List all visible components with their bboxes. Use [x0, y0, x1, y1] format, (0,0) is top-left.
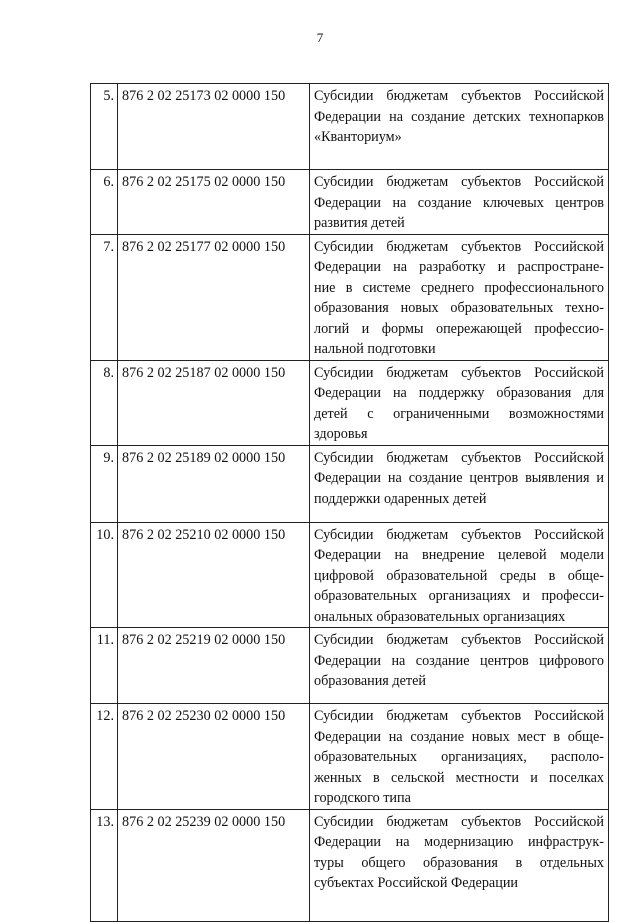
budget-code: 876 2 02 25239 02 0000 150 — [118, 809, 310, 921]
description-line: Субсидии бюджетам субъектов Российской — [314, 449, 604, 466]
budget-code: 876 2 02 25210 02 0000 150 — [118, 522, 310, 628]
subsidy-description — [310, 84, 609, 170]
budget-code: 876 2 02 25177 02 0000 150 — [118, 234, 310, 360]
table-row — [91, 360, 609, 445]
row-number: 8. — [91, 360, 118, 445]
description-line: Субсидии бюджетам субъектов Российской — [314, 813, 604, 830]
table-row — [91, 628, 609, 704]
subsidy-description — [310, 170, 609, 235]
description-line: образовательных организациях, располо- — [314, 749, 604, 765]
description-line: развития детей — [314, 215, 405, 231]
row-number: 6. — [91, 170, 118, 235]
description-line: Федерации на модернизацию инфраструк- — [314, 834, 604, 850]
description-line: детей с ограниченными возможностями — [314, 405, 604, 422]
description-line: образования детей — [314, 673, 426, 689]
description-line: логий и формы опережающей профессио- — [314, 320, 604, 337]
budget-codes-table — [90, 83, 609, 922]
table-row — [91, 522, 609, 628]
description-line: Федерации на разработку и распростране- — [314, 259, 604, 275]
description-line: Субсидии бюджетам субъектов Российской — [314, 708, 604, 724]
description-line: ональных образовательных организациях — [314, 608, 566, 625]
page-number: 7 — [316, 30, 324, 45]
subsidy-description — [310, 360, 609, 445]
description-line: Федерации на поддержку образования для — [314, 385, 604, 401]
subsidy-description — [310, 809, 609, 921]
table-row — [91, 170, 609, 235]
description-line: Субсидии бюджетам субъектов Российской — [314, 88, 604, 104]
row-number: 10. — [91, 522, 118, 628]
description-line: городского типа — [314, 790, 411, 806]
description-line: женных в сельской местности и поселках — [314, 769, 604, 786]
table-row — [91, 84, 609, 170]
subsidy-description — [310, 234, 609, 360]
description-line: образовательных организациях и професси- — [314, 588, 604, 604]
table-body — [91, 84, 609, 922]
description-line: Субсидии бюджетам субъектов Российской — [314, 364, 604, 381]
description-line: Субсидии бюджетам субъектов Российской — [314, 238, 604, 255]
description-line: туры общего образования в отдельных — [314, 854, 604, 871]
budget-code: 876 2 02 25173 02 0000 150 — [118, 84, 310, 170]
description-line: Федерации на создание новых мест в обще- — [314, 728, 604, 745]
budget-code: 876 2 02 25187 02 0000 150 — [118, 360, 310, 445]
row-number: 12. — [91, 704, 118, 810]
description-line: поддержки одаренных детей — [314, 490, 487, 507]
row-number: 11. — [91, 628, 118, 704]
description-line: субъектах Российской Федерации — [314, 875, 518, 891]
description-line: Федерации на создание центров цифрового — [314, 652, 604, 669]
budget-code: 876 2 02 25175 02 0000 150 — [118, 170, 310, 235]
table-row — [91, 234, 609, 360]
subsidy-description — [310, 522, 609, 628]
description-line: «Кванториум» — [314, 129, 402, 145]
table-row — [91, 809, 609, 921]
description-line: цифровой образовательной среды в обще- — [314, 567, 604, 584]
description-line: Федерации на создание детских технопарков — [314, 108, 604, 125]
table-row — [91, 445, 609, 522]
description-line: Федерации на создание ключевых центров — [314, 194, 604, 211]
row-number: 5. — [91, 84, 118, 170]
budget-code: 876 2 02 25230 02 0000 150 — [118, 704, 310, 810]
description-line: здоровья — [314, 426, 368, 442]
description-line: Федерации на создание центров выявления и — [314, 470, 604, 486]
row-number: 13. — [91, 809, 118, 921]
table-row — [91, 704, 609, 810]
description-line: образования новых образовательных техно- — [314, 300, 604, 316]
description-line: нальной подготовки — [314, 341, 436, 357]
budget-code: 876 2 02 25219 02 0000 150 — [118, 628, 310, 704]
subsidy-description — [310, 445, 609, 522]
budget-code: 876 2 02 25189 02 0000 150 — [118, 445, 310, 522]
description-line: Субсидии бюджетам субъектов Российской — [314, 174, 604, 190]
subsidy-description — [310, 704, 609, 810]
row-number: 9. — [91, 445, 118, 522]
description-line: ние в системе среднего профессионального — [314, 279, 604, 296]
description-line: Федерации на внедрение целевой модели — [314, 547, 604, 563]
description-line: Субсидии бюджетам субъектов Российской — [314, 632, 604, 648]
row-number: 7. — [91, 234, 118, 360]
description-line: Субсидии бюджетам субъектов Российской — [314, 526, 604, 543]
subsidy-description — [310, 628, 609, 704]
